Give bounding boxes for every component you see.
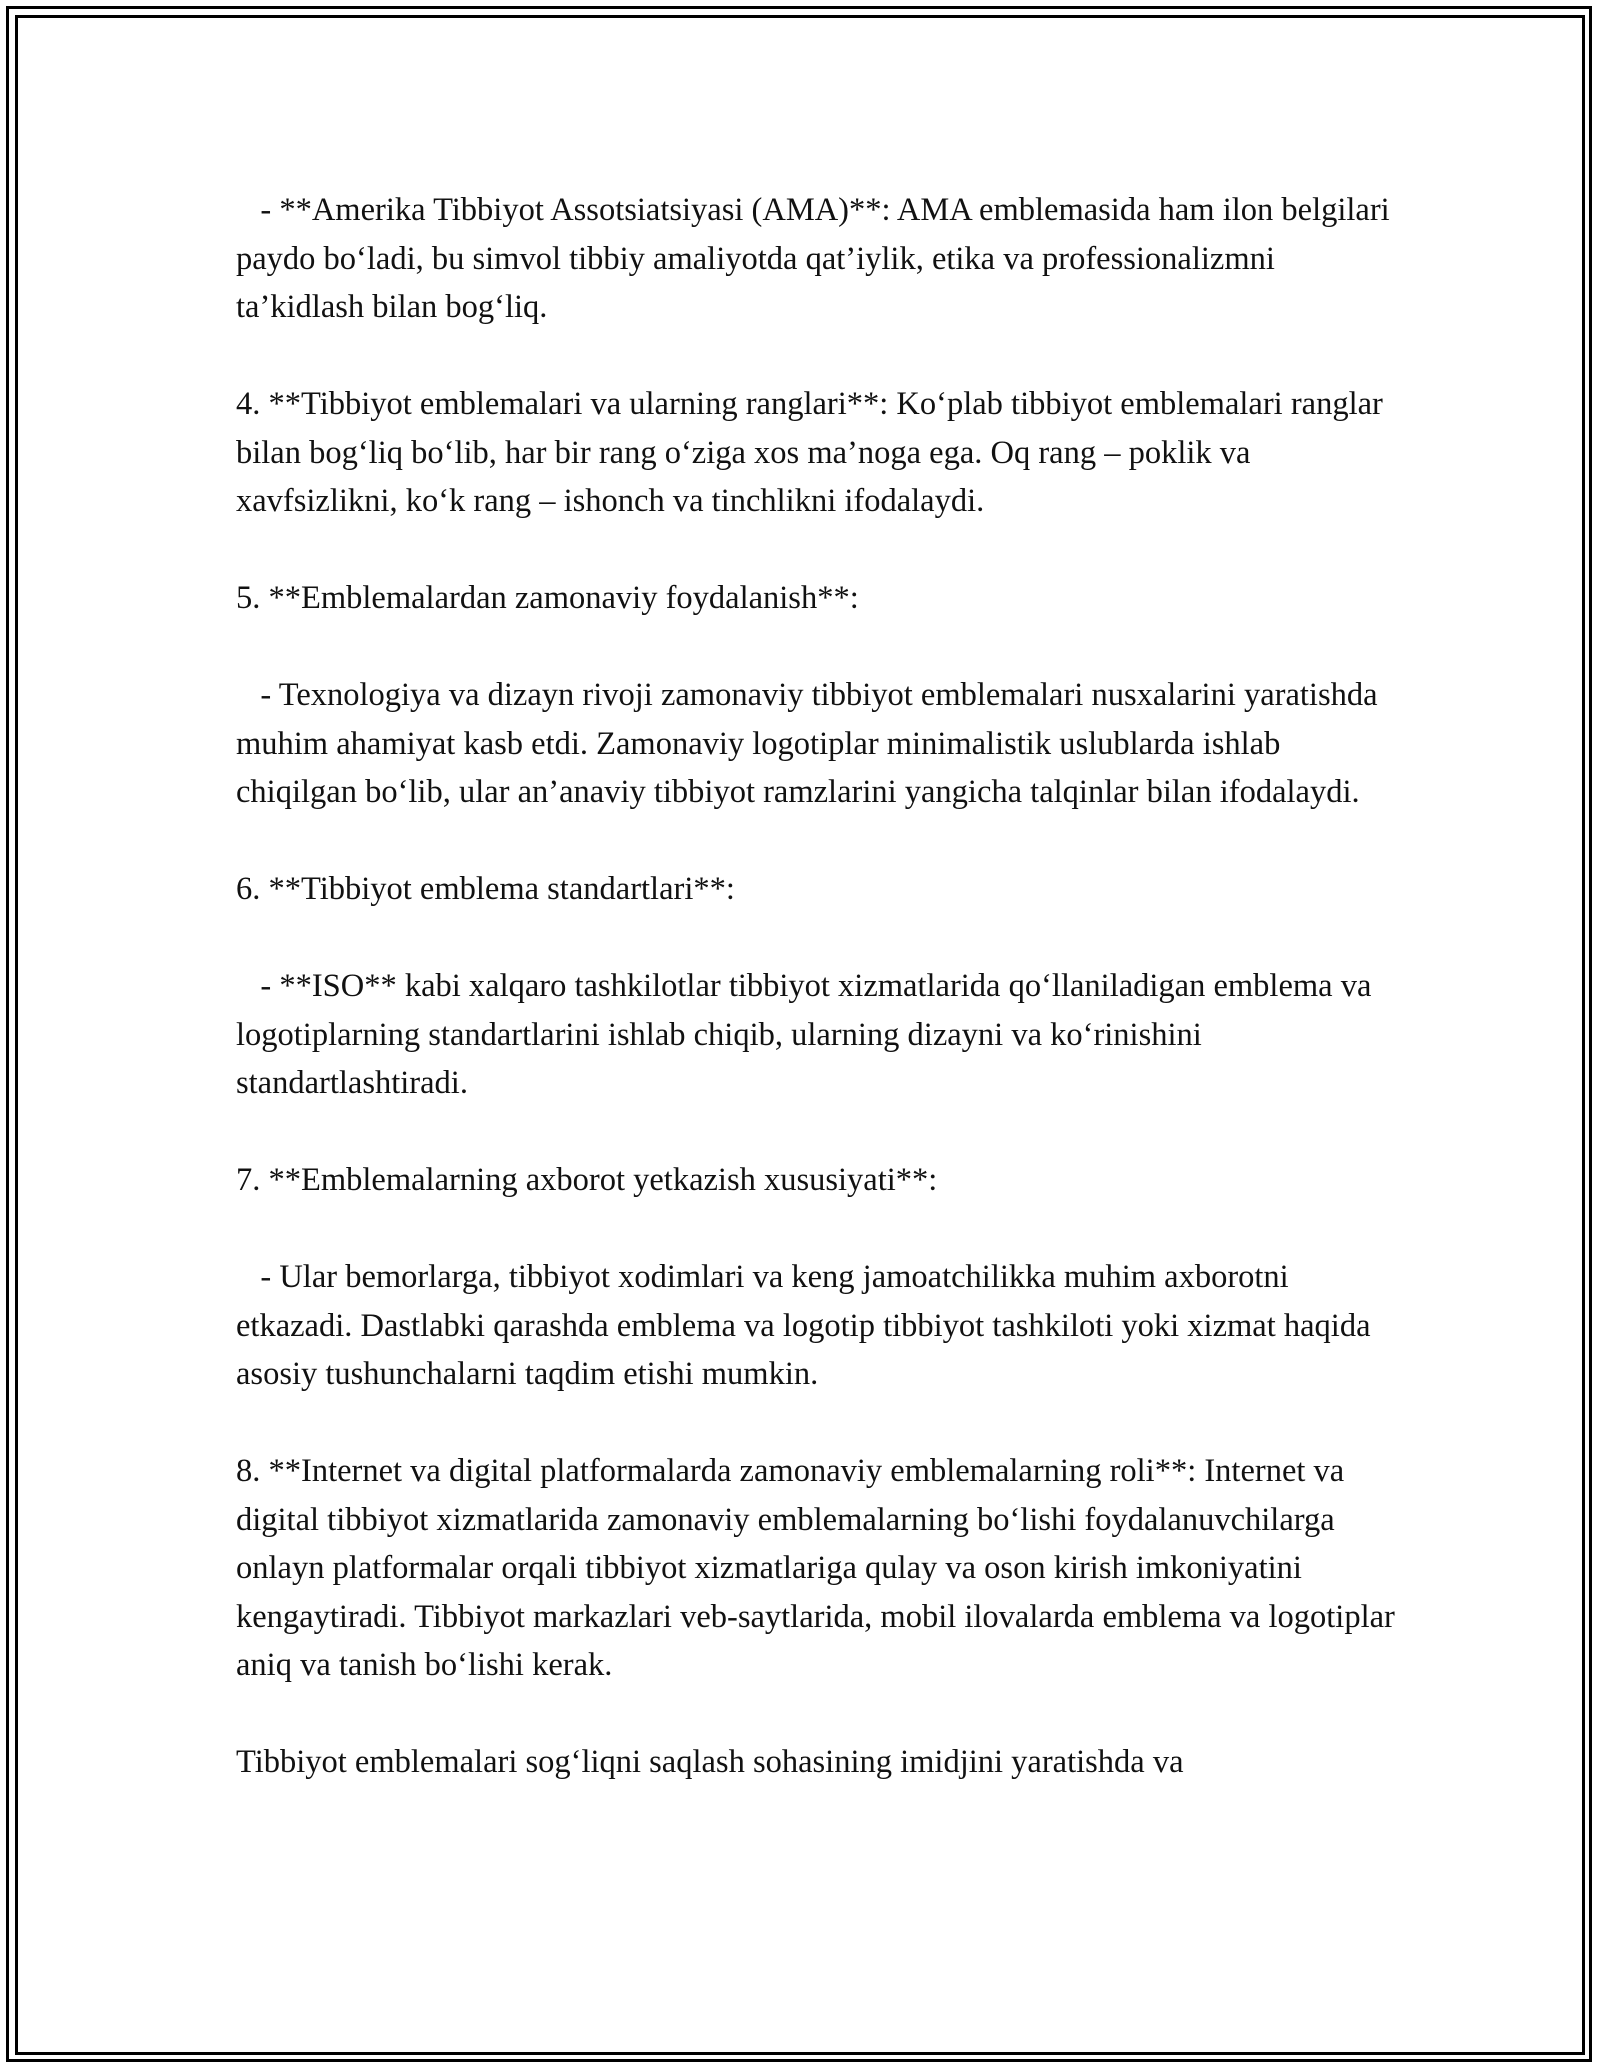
- paragraph-digital-platforms: 8. **Internet va digital platformalarda zamonaviy emblemalarning roli**: Internet va digital tibbiyot xizmatlarida zamonaviy emblemalarning bo‘lishi foydalanuvchilarga onlayn platformalar orqali tibbiyot xizmatlariga qulay va oson kirish imkoniyatini kengaytiradi. Tibbiyot markazlari veb-saytlarida, mobil ilovalarda emblema va logotiplar aniq va tanish bo‘lishi kerak.: [236, 1453, 1403, 1683]
- heading-emblem-standards: 6. **Tibbiyot emblema standartlari**:: [236, 871, 735, 907]
- paragraph-emblem-colors: 4. **Tibbiyot emblemalari va ularning ranglari**: Ko‘plab tibbiyot emblemalari ranglar bilan bog‘liq bo‘lib, har bir rang o‘ziga xos ma’noga ega. Oq rang – poklik va xavfsizlikni, ko‘k rang – ishonch va tinchlikni ifodalaydi.: [236, 386, 1391, 519]
- heading-information-delivery: 7. **Emblemalarning axborot yetkazish xususiyati**:: [236, 1162, 938, 1198]
- paragraph-iso-standards: - **ISO** kabi xalqaro tashkilotlar tibbiyot xizmatlarida qo‘llaniladigan emblema va logotiplarning standartlarini ishlab chiqib, ularning dizayni va ko‘rinishini standartlashtiradi.: [236, 968, 1380, 1101]
- paragraph-modern-use: - Texnologiya va dizayn rivoji zamonaviy tibbiyot emblemalari nusxalarini yaratishda muhim ahamiyat kasb etdi. Zamonaviy logotiplar minimalistik uslublarda ishlab chiqilgan bo‘lib, ular an’anaviy tibbiyot ramzlarini yangicha talqinlar bilan ifodalaydi.: [236, 677, 1386, 810]
- document-body: [236, 186, 1406, 1835]
- paragraph-information-delivery: - Ular bemorlarga, tibbiyot xodimlari va keng jamoatchilikka muhim axborotni etkazadi. Dastlabki qarashda emblema va logotip tibbiyot tashkiloti yoki xizmat haqida asosiy tushunchalarni taqdim etishi mumkin.: [236, 1259, 1379, 1392]
- paragraph-ama-emblem: - **Amerika Tibbiyot Assotsiatsiyasi (AMA)**: AMA emblemasida ham ilon belgilari paydo bo‘ladi, bu simvol tibbiy amaliyotda qat’iylik, etika va professionalizmni ta’kidlash bilan bog‘liq.: [236, 192, 1398, 325]
- paragraph-conclusion: Tibbiyot emblemalari sog‘liqni saqlash sohasining imidjini yaratishda va: [236, 1744, 1184, 1780]
- heading-modern-use: 5. **Emblemalardan zamonaviy foydalanish**:: [236, 580, 859, 616]
